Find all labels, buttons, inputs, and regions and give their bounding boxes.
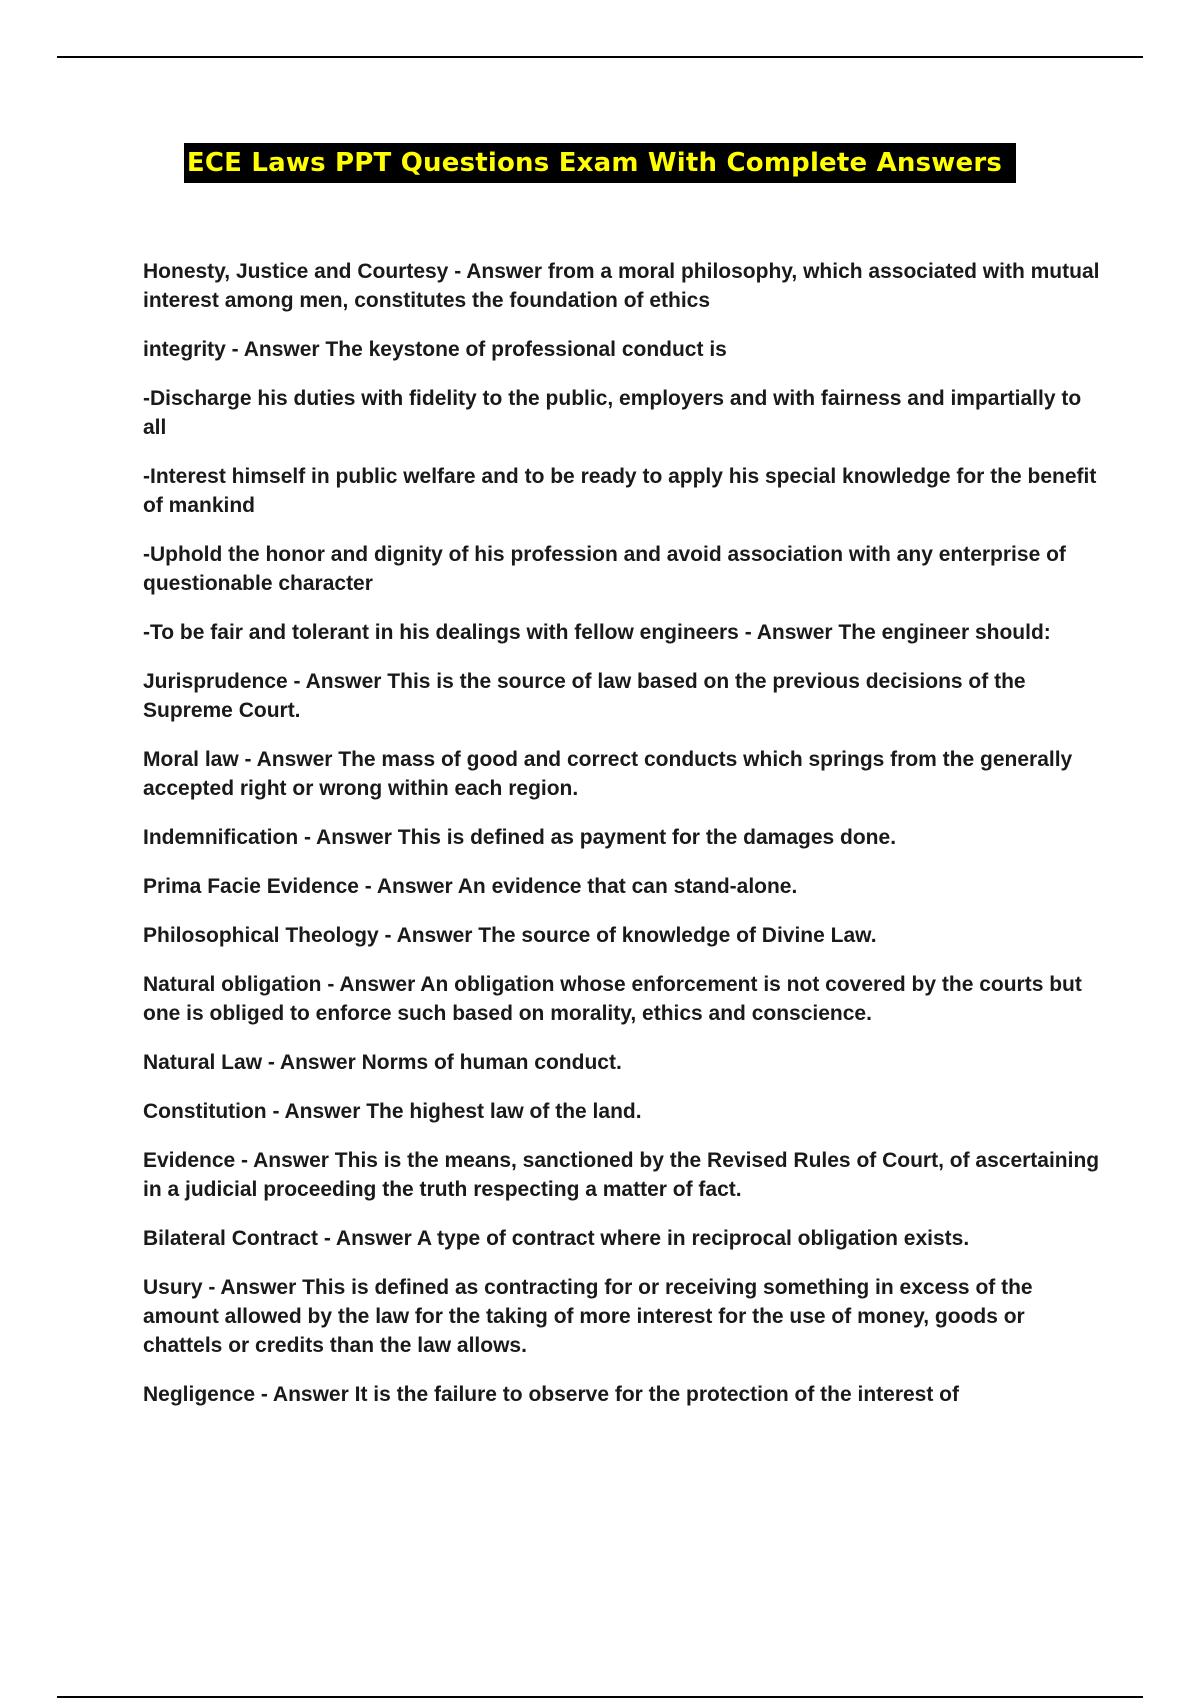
qa-entry: Usury - Answer This is defined as contracting for or receiving something in excess of the amount allowed by the law for the taking of more interest for the use of money, goods or chattels or credits than the law allows. [143,1276,1033,1357]
qa-entry: Natural obligation - Answer An obligation whose enforcement is not covered by the courts but one is obliged to enforce such based on morality, ethics and conscience. [143,973,1082,1025]
title-container [0,143,1200,183]
qa-entry: integrity - Answer The keystone of professional conduct is [143,338,727,361]
qa-entry: Bilateral Contract - Answer A type of contract where in reciprocal obligation exists. [143,1227,970,1250]
bottom-rule [57,1696,1143,1698]
qa-entry: Negligence - Answer It is the failure to observe for the protection of the interest of [143,1383,960,1406]
qa-entry: Evidence - Answer This is the means, sanctioned by the Revised Rules of Court, of ascertaining in a judicial proceeding the truth respecting a matter of fact. [143,1149,1100,1201]
qa-entry: Moral law - Answer The mass of good and correct conducts which springs from the generally accepted right or wrong within each region. [143,748,1073,800]
question-answer-list [143,257,1101,1429]
qa-entry: Constitution - Answer The highest law of the land. [143,1100,642,1123]
qa-entry: Honesty, Justice and Courtesy - Answer from a moral philosophy, which associated with mutual interest among men, constitutes the foundation of ethics [143,260,1100,312]
qa-entry: Prima Facie Evidence - Answer An evidence that can stand-alone. [143,875,798,898]
qa-entry: Natural Law - Answer Norms of human conduct. [143,1051,622,1074]
qa-entry: -Uphold the honor and dignity of his profession and avoid association with any enterprise of questionable character [143,543,1066,595]
qa-entry: -Discharge his duties with fidelity to the public, employers and with fairness and impartially to all [143,387,1082,439]
document-title: ECE Laws PPT Questions Exam With Complete Answers [184,143,1016,183]
qa-entry: -To be fair and tolerant in his dealings with fellow engineers - Answer The engineer should: [143,621,1051,644]
qa-entry: Indemnification - Answer This is defined as payment for the damages done. [143,826,897,849]
top-rule [57,56,1143,58]
qa-entry: Jurisprudence - Answer This is the source of law based on the previous decisions of the Supreme Court. [143,670,1026,722]
qa-entry: -Interest himself in public welfare and to be ready to apply his special knowledge for the benefit of mankind [143,465,1097,517]
qa-entry: Philosophical Theology - Answer The source of knowledge of Divine Law. [143,924,877,947]
